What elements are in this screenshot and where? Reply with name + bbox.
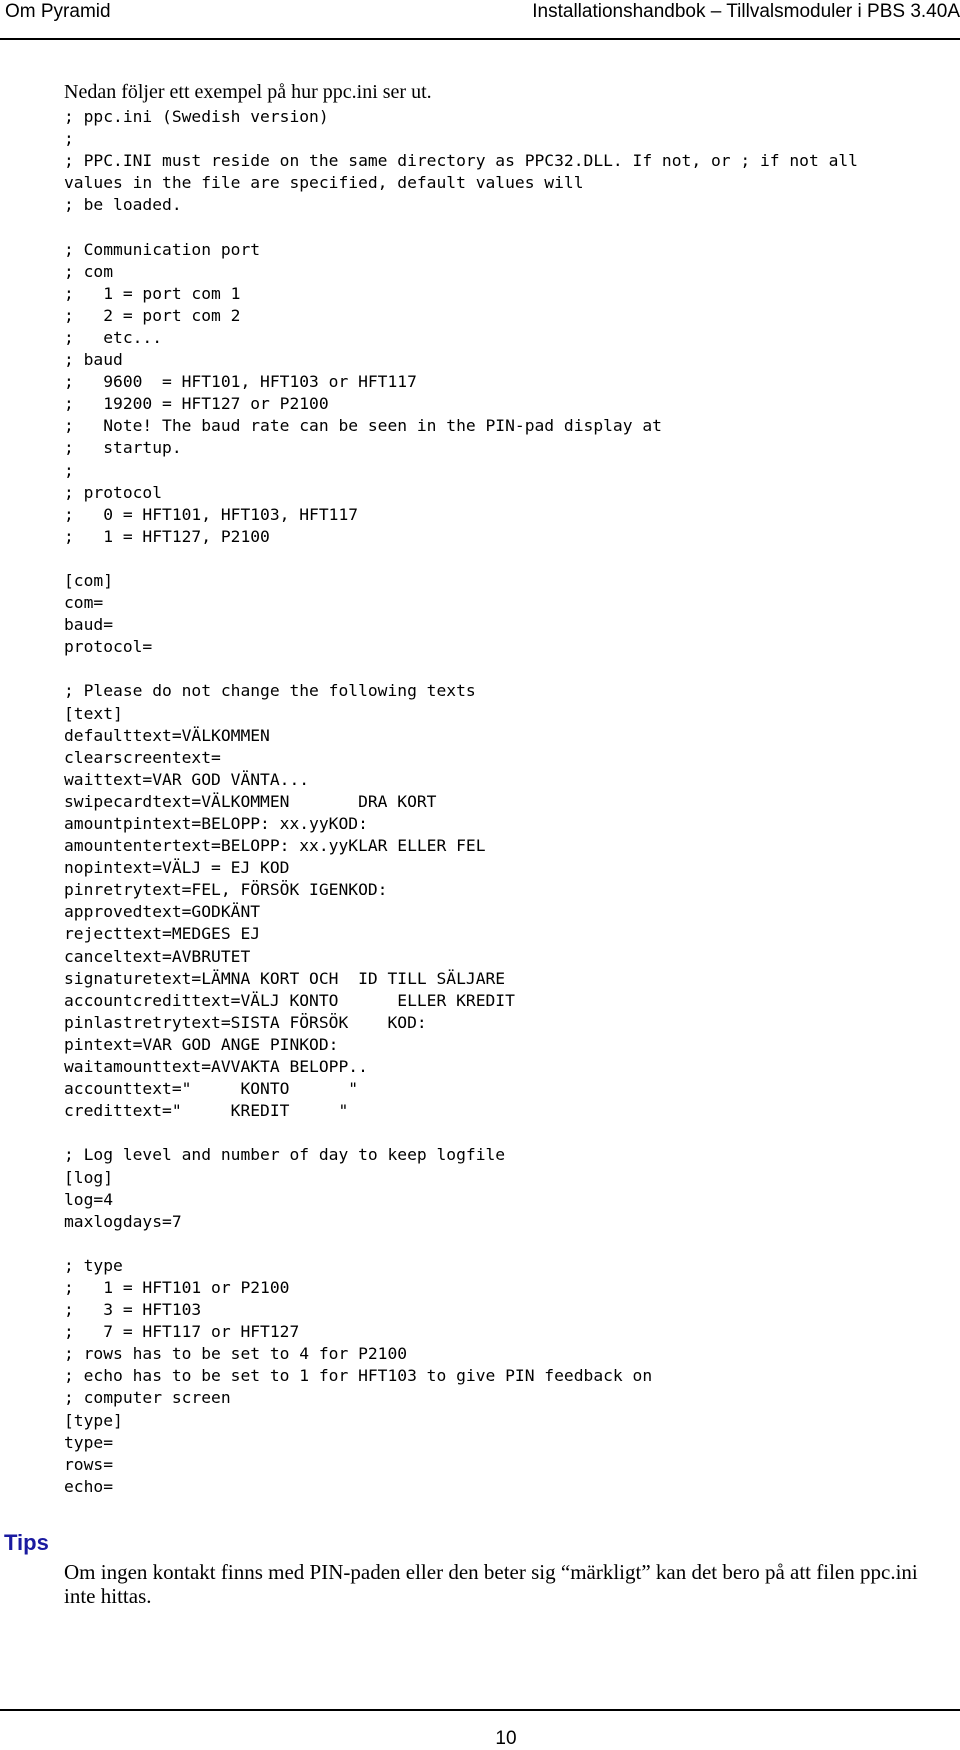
code-line: ; be loaded. [64, 195, 182, 215]
code-line: ; echo has to be set to 1 for HFT103 to give PIN feedback on [64, 1366, 653, 1386]
code-line: ; 19200 = HFT127 or P2100 [64, 394, 329, 414]
ini-code-listing [64, 106, 858, 1498]
code-line: ; 0 = HFT101, HFT103, HFT117 [64, 504, 359, 524]
code-line: ; 9600 = HFT101, HFT103 or HFT117 [64, 372, 417, 392]
code-line: type= [64, 1432, 114, 1452]
code-line: waitamounttext=AVVAKTA BELOPP.. [64, 1057, 368, 1077]
code-line: ; Log level and number of day to keep logfile [64, 1145, 506, 1165]
header-section-title: Om Pyramid [5, 1, 111, 22]
tips-label: Tips [4, 1530, 49, 1555]
code-line: values in the file are specified, default values will [64, 173, 584, 193]
code-line: credittext=" KREDIT " [64, 1101, 349, 1121]
code-line: accountcredittext=VÄLJ KONTO ELLER KREDIT [64, 990, 515, 1010]
code-line: ; [64, 129, 74, 149]
code-line: [com] [64, 570, 114, 590]
tips-text: Om ingen kontakt finns med PIN-paden eller den beter sig “märkligt” kan det bero på att filen ppc.ini inte hittas. [64, 1560, 918, 1608]
code-line: ; 3 = HFT103 [64, 1300, 202, 1320]
code-line: [log] [64, 1167, 114, 1187]
code-line: ; PPC.INI must reside on the same directory as PPC32.DLL. If not, or ; if not all [64, 151, 858, 171]
page-number: 10 [495, 1728, 517, 1749]
code-line: [text] [64, 703, 123, 723]
code-line: ; rows has to be set to 4 for P2100 [64, 1344, 408, 1364]
code-line: amountentertext=BELOPP: xx.yyKLAR ELLER FEL [64, 836, 486, 856]
footer-divider [0, 1709, 960, 1711]
code-line: rows= [64, 1454, 114, 1474]
code-line: canceltext=AVBRUTET [64, 946, 251, 966]
code-line: swipecardtext=VÄLKOMMEN DRA KORT [64, 791, 437, 811]
code-line: signaturetext=LÄMNA KORT OCH ID TILL SÄLJARE [64, 968, 506, 988]
code-line: rejecttext=MEDGES EJ [64, 924, 261, 944]
header-document-title: Installationshandbok – Tillvalsmoduler i PBS 3.40A [532, 1, 960, 22]
code-line: pinretrytext=FEL, FÖRSÖK IGENKOD: [64, 880, 388, 900]
code-line: ; 2 = port com 2 [64, 305, 241, 325]
code-line [64, 216, 858, 238]
code-line: ; baud [64, 350, 123, 370]
code-line: ; [64, 460, 74, 480]
code-line: ; 1 = HFT101 or P2100 [64, 1277, 290, 1297]
code-line: approvedtext=GODKÄNT [64, 902, 261, 922]
code-line: maxlogdays=7 [64, 1211, 182, 1231]
code-line: defaulttext=VÄLKOMMEN [64, 725, 270, 745]
code-line: [type] [64, 1410, 123, 1430]
code-line: amountpintext=BELOPP: xx.yyKOD: [64, 814, 368, 833]
code-line: waittext=VAR GOD VÄNTA... [64, 769, 310, 789]
page-header [0, 0, 960, 40]
code-line: echo= [64, 1476, 114, 1496]
code-line: accounttext=" KONTO " [64, 1079, 359, 1099]
code-line: ; etc... [64, 327, 163, 347]
code-line: clearscreentext= [64, 747, 221, 767]
code-line: ; type [64, 1255, 123, 1275]
code-line: log=4 [64, 1189, 114, 1209]
code-line: ; protocol [64, 482, 163, 502]
code-line: baud= [64, 615, 114, 635]
code-line [64, 658, 858, 680]
code-line: pintext=VAR GOD ANGE PINKOD: [64, 1034, 339, 1054]
code-line: pinlastretrytext=SISTA FÖRSÖK KOD: [64, 1012, 427, 1032]
code-line: com= [64, 593, 104, 613]
code-line: ; Note! The baud rate can be seen in the PIN-pad display at [64, 416, 662, 436]
code-line: ; computer screen [64, 1388, 231, 1408]
code-line [64, 1122, 858, 1144]
code-line [64, 548, 858, 570]
code-line [64, 1233, 858, 1255]
code-line: ; ppc.ini (Swedish version) [64, 107, 329, 126]
code-line: protocol= [64, 637, 153, 657]
intro-paragraph: Nedan följer ett exempel på hur ppc.ini ser ut. [64, 81, 432, 103]
code-line: ; com [64, 261, 114, 281]
code-line: nopintext=VÄLJ = EJ KOD [64, 858, 290, 878]
code-line: ; Please do not change the following texts [64, 681, 476, 701]
code-line: ; 1 = HFT127, P2100 [64, 526, 270, 546]
code-line: ; 7 = HFT117 or HFT127 [64, 1322, 300, 1342]
code-line: ; Communication port [64, 239, 261, 259]
code-line: ; 1 = port com 1 [64, 283, 241, 303]
code-line: ; startup. [64, 438, 182, 458]
